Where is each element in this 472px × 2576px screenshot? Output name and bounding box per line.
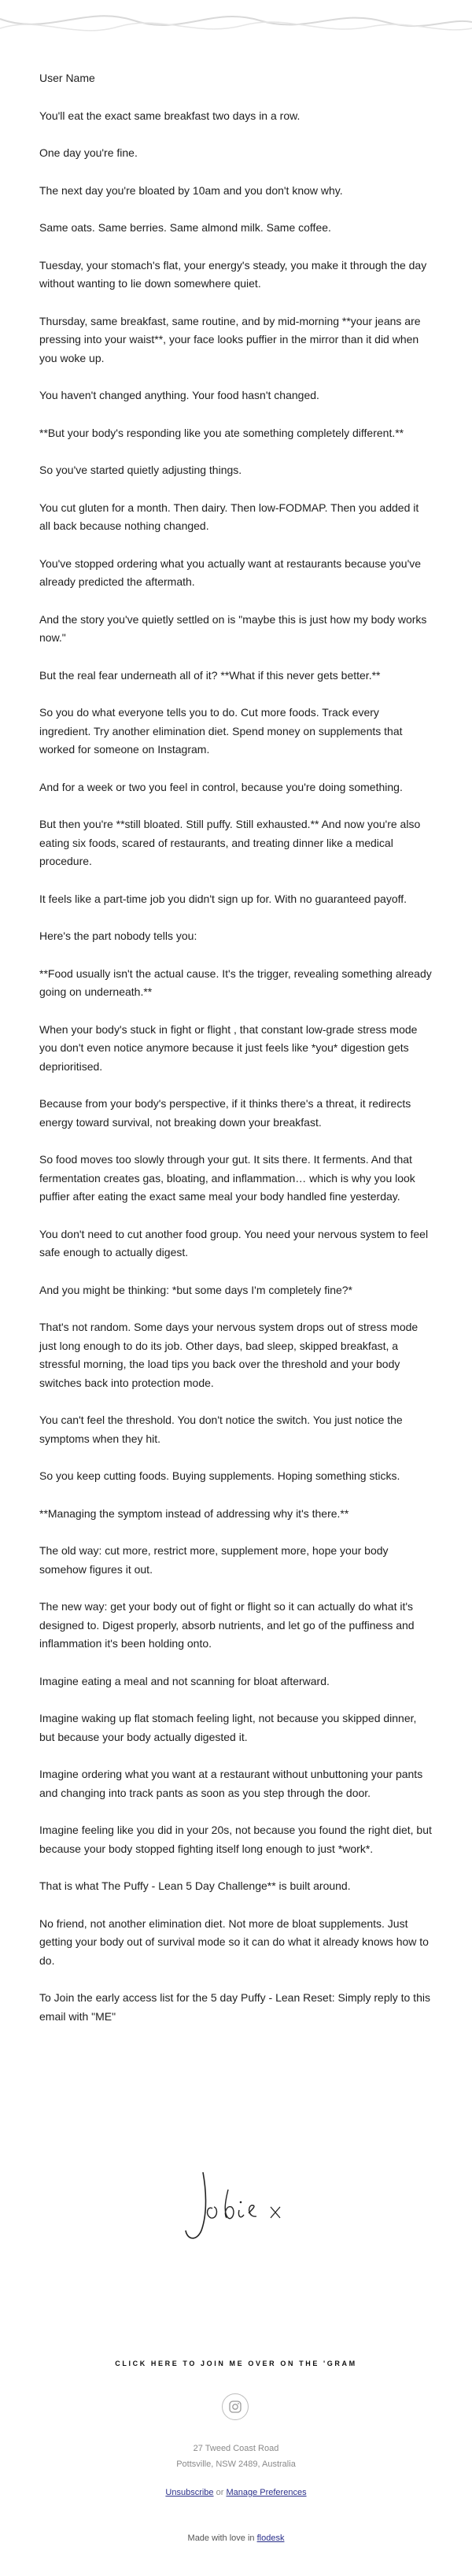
- body-paragraph: You'll eat the exact same breakfast two days in a row.: [39, 109, 301, 122]
- body-paragraph: So you keep cutting foods. Buying supplements. Hoping something sticks.: [39, 1469, 400, 1482]
- body-paragraph: You cut gluten for a month. Then dairy. Then low-FODMAP. Then you added it all back because nothing changed.: [39, 501, 419, 532]
- body-paragraph: You can't feel the threshold. You don't notice the switch. You just notice the symptoms when they hit.: [39, 1414, 403, 1445]
- body-paragraph: Thursday, same breakfast, same routine, and by mid-morning **your jeans are pressing into your waist**, your face looks puffier in the mirror than it did when you woke up.: [39, 314, 421, 364]
- body-paragraph: Imagine ordering what you want at a restaurant without unbuttoning your pants and changing into track pants as soon as you step through the door.: [39, 1768, 423, 1799]
- address-line-1: 27 Tweed Coast Road: [193, 2444, 279, 2453]
- made-with-love: [0, 2533, 472, 2543]
- body-paragraph: And you might be thinking: *but some days I'm completely fine?*: [39, 1283, 352, 1296]
- body-paragraph: When your body's stuck in fight or flight , that constant low-grade stress mode you don't even notice anymore because it just feels like *you* digestion gets deprioritised.: [39, 1022, 418, 1073]
- body-paragraph: No friend, not another elimination diet. Not more de bloat supplements. Just getting your body out of survival mode so it can do what it already knows how to do.: [39, 1916, 429, 1967]
- email-body: [39, 69, 433, 2045]
- body-paragraph: One day you're fine.: [39, 146, 138, 159]
- body-paragraph: Same oats. Same berries. Same almond milk. Same coffee.: [39, 221, 331, 234]
- manage-preferences-link[interactable]: Manage Preferences: [226, 2488, 307, 2497]
- body-paragraph: The new way: get your body out of fight or flight so it can actually do what it's designed to. Digest properly, absorb nutrients, and let go of the puffiness and inflammation it's been holding onto.: [39, 1600, 415, 1650]
- unsubscribe-link[interactable]: Unsubscribe: [165, 2488, 214, 2497]
- instagram-icon: [229, 2400, 242, 2413]
- body-paragraph: And for a week or two you feel in control, because you're doing something.: [39, 780, 403, 793]
- body-paragraph: You don't need to cut another food group. You need your nervous system to feel safe enough to actually digest.: [39, 1227, 429, 1258]
- flodesk-link[interactable]: flodesk: [256, 2533, 285, 2543]
- body-paragraph: Here's the part nobody tells you:: [39, 930, 197, 942]
- made-prefix: Made with love in: [187, 2533, 255, 2543]
- signature-image: [173, 2158, 307, 2253]
- address-line-2: Pottsville, NSW 2489, Australia: [176, 2460, 296, 2469]
- decorative-wave-header: [0, 0, 472, 55]
- body-paragraph: So you do what everyone tells you to do. Cut more foods. Track every ingredient. Try another elimination diet. Spend money on supplements that worked for someone on Instagram.: [39, 706, 403, 756]
- body-paragraph: Imagine eating a meal and not scanning for bloat afterward.: [39, 1674, 330, 1687]
- body-paragraph: Imagine waking up flat stomach feeling light, not because you skipped dinner, but because your body actually digested it.: [39, 1712, 417, 1743]
- body-paragraph: You've stopped ordering what you actually want at restaurants because you've already predicted the aftermath.: [39, 556, 422, 588]
- body-paragraph: You haven't changed anything. Your food hasn't changed.: [39, 389, 319, 401]
- body-paragraph: The next day you're bloated by 10am and you don't know why.: [39, 183, 343, 197]
- instagram-cta-link[interactable]: CLICK HERE TO JOIN ME OVER ON THE 'GRAM: [115, 2360, 357, 2367]
- instagram-button[interactable]: [222, 2393, 249, 2420]
- body-paragraph: That is what The Puffy - Lean 5 Day Challenge** is built around.: [39, 1879, 351, 1892]
- body-paragraph: But then you're **still bloated. Still puffy. Still exhausted.** And now you're also eating six foods, scared of restaurants, and treating dinner like a medical procedure.: [39, 818, 421, 867]
- body-paragraph: Tuesday, your stomach's flat, your energy's steady, you make it through the day without wanting to lie down somewhere quiet.: [39, 258, 427, 290]
- body-paragraph: The old way: cut more, restrict more, supplement more, hope your body somehow figures it out.: [39, 1544, 389, 1576]
- body-paragraph: So food moves too slowly through your gut. It sits there. It ferments. And that fermentation creates gas, bloating, and inflammation… which is why you look puffier after eating the exact same meal your body handled fine yesterday.: [39, 1153, 415, 1203]
- body-paragraph: That's not random. Some days your nervous system drops out of stress mode just long enough to do its job. Other days, bad sleep, skipped breakfast, a stressful morning, the load tips you back over the threshold and your body switches back into protection mode.: [39, 1321, 419, 1389]
- body-paragraph: But the real fear underneath all of it? **What if this never gets better.**: [39, 668, 381, 682]
- body-paragraph: **Managing the symptom instead of addressing why it's there.**: [39, 1506, 349, 1520]
- greeting: User Name: [39, 72, 95, 84]
- body-paragraph: Because from your body's perspective, if it thinks there's a threat, it redirects energy toward survival, not breaking down your breakfast.: [39, 1097, 411, 1129]
- body-paragraph: To Join the early access list for the 5 day Puffy - Lean Reset: Simply reply to this email with "ME": [39, 1991, 430, 2023]
- body-paragraph: So you've started quietly adjusting things.: [39, 464, 242, 476]
- body-paragraph: **But your body's responding like you ate something completely different.**: [39, 426, 404, 439]
- footer-links: [0, 2488, 472, 2497]
- body-paragraph: Imagine feeling like you did in your 20s, not because you found the right diet, but because your body stopped fighting itself long enough to just *work*.: [39, 1824, 432, 1855]
- body-paragraph: It feels like a part-time job you didn't sign up for. With no guaranteed payoff.: [39, 892, 407, 905]
- body-paragraph: **Food usually isn't the actual cause. It's the trigger, revealing something already going on underneath.**: [39, 966, 432, 998]
- body-paragraph: And the story you've quietly settled on is "maybe this is just how my body works now.": [39, 612, 427, 644]
- links-separator: or: [216, 2488, 224, 2497]
